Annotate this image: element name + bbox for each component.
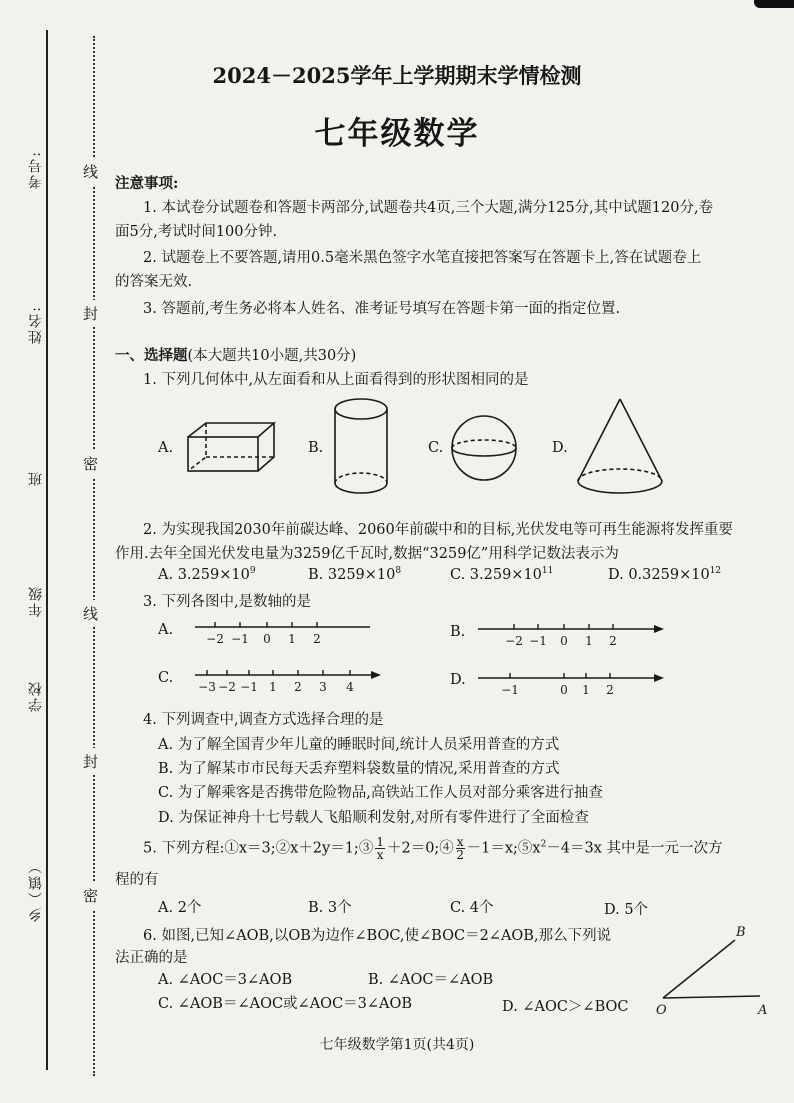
q5-option-a: A. 2个 xyxy=(158,900,202,916)
grade-label: 年级 xyxy=(28,585,44,617)
q2-b-exponent: 8 xyxy=(395,566,402,576)
town-label: 乡（镇） xyxy=(28,858,44,922)
q5-option-b: B. 3个 xyxy=(308,900,352,916)
exam-subtitle: 2024－2025学年上学期期末学情检测 xyxy=(212,63,582,88)
q2-b-mantissa: 3259×10 xyxy=(327,566,396,583)
q2-option-c xyxy=(450,566,553,583)
tick-label: 2 xyxy=(313,632,321,646)
frac-numerator: 1 xyxy=(376,835,384,849)
tick-label: 2 xyxy=(294,680,302,694)
angle-aob-figure xyxy=(650,922,775,1020)
q2-stem: 2. 为实现我国2030年前碳达峰、2060年前碳中和的目标,光伏发电等可再生能源将发挥重要 xyxy=(143,522,733,538)
q2-d-mantissa: 0.3259×10 xyxy=(628,566,710,583)
q6-stem-cont: 法正确的是 xyxy=(115,950,188,966)
number-line-d xyxy=(478,664,668,700)
tick-label: 1 xyxy=(585,634,593,648)
q2-a-label: A. xyxy=(158,566,174,583)
q1-option-c-label: C. xyxy=(428,440,444,456)
name-label: 姓名: xyxy=(28,305,44,344)
number-line-c xyxy=(195,661,385,697)
q2-d-label: D. xyxy=(608,566,624,583)
tick-label: −2 xyxy=(505,634,523,648)
point-label-o: O xyxy=(656,1003,667,1018)
seal-char-seal: 封 xyxy=(83,748,98,775)
school-label: 学校 xyxy=(28,680,44,712)
section-heading xyxy=(115,344,356,365)
q2-c-exponent: 11 xyxy=(541,566,554,576)
class-label: 班 xyxy=(28,470,44,486)
page-footer: 七年级数学第1页(共4页) xyxy=(319,1037,475,1053)
seal-char-seal: 封 xyxy=(83,300,98,327)
q6-stem: 6. 如图,已知∠AOB,以OB为边作∠BOC,使∠BOC＝2∠AOB,那么下列说 xyxy=(143,928,612,944)
q5-stem xyxy=(143,836,723,861)
q2-c-mantissa: 3.259×10 xyxy=(469,566,542,583)
q6-option-a: A. ∠AOC＝3∠AOB xyxy=(158,972,293,988)
point-label-b: B xyxy=(736,925,746,940)
fraction-x-over-2 xyxy=(456,836,465,861)
section-heading-bold: 一、选择题 xyxy=(115,347,188,364)
q3-option-a-label: A. xyxy=(158,622,174,638)
q2-b-label: B. xyxy=(308,566,324,583)
q5-option-d: D. 5个 xyxy=(604,902,649,918)
tick-label: 0 xyxy=(560,634,568,648)
q1-option-a-label: A. xyxy=(158,440,174,456)
q4-option-d: D. 为保证神舟十七号载人飞船顺利发射,对所有零件进行了全面检查 xyxy=(158,810,589,826)
frac-denominator: x xyxy=(376,848,384,862)
q6-option-d: D. ∠AOC＞∠BOC xyxy=(502,999,629,1015)
notice-item1: 1. 本试卷分试题卷和答题卡两部分,试题卷共4页,三个大题,满分125分,其中试题120分,卷 xyxy=(143,200,714,216)
q5-option-c: C. 4个 xyxy=(450,900,494,916)
q5-square: 2 xyxy=(540,839,547,850)
q1-option-d-label: D. xyxy=(552,440,568,456)
tick-label: 1 xyxy=(269,680,277,694)
q3-option-b-label: B. xyxy=(450,624,466,640)
q2-c-label: C. xyxy=(450,566,466,583)
q1-option-b-label: B. xyxy=(308,440,324,456)
tick-label: −3 xyxy=(198,680,216,694)
q2-option-d xyxy=(608,566,721,583)
point-label-a: A xyxy=(758,1003,768,1018)
q5-stem-cont: 程的有 xyxy=(115,872,159,888)
q3-option-c-label: C. xyxy=(158,670,174,686)
q5-mid2: －1＝x;⑤x xyxy=(466,840,541,857)
section-heading-rest: (本大题共10小题,共30分) xyxy=(187,348,357,364)
q1-stem: 1. 下列几何体中,从左面看和从上面看得到的形状图相同的是 xyxy=(143,372,529,388)
scan-blot xyxy=(754,0,794,8)
q2-option-a xyxy=(158,566,256,583)
q2-stem-cont: 作用.去年全国光伏发电量为3259亿千瓦时,数据“3259亿”用科学记数法表示为 xyxy=(115,546,619,562)
tick-label: −1 xyxy=(240,680,258,694)
q3-stem: 3. 下列各图中,是数轴的是 xyxy=(143,594,312,610)
cuboid-figure xyxy=(180,415,280,477)
notice-item3: 3. 答题前,考生务必将本人姓名、准考证号填写在答题卡第一面的指定位置. xyxy=(143,301,621,317)
notice-item2-cont: 的答案无效. xyxy=(115,274,193,290)
tick-label: 1 xyxy=(582,683,590,697)
frac-numerator: x xyxy=(456,835,464,849)
q6-option-b: B. ∠AOC＝∠AOB xyxy=(368,972,494,988)
q4-option-a: A. 为了解全国青少年儿童的睡眠时间,统计人员采用普查的方式 xyxy=(158,737,560,753)
fraction-1-over-x xyxy=(375,836,385,861)
q5-prefix: 5. 下列方程:①x＝3;②x＋2y＝1;③ xyxy=(143,840,374,857)
notice-heading: 注意事项: xyxy=(115,175,179,192)
exam-no-label: 考号: xyxy=(28,150,44,189)
exam-title: 七年级数学 xyxy=(314,116,480,152)
q2-a-exponent: 9 xyxy=(249,566,256,576)
tick-label: −1 xyxy=(529,634,547,648)
cone-figure xyxy=(572,395,670,503)
seal-char-line: 线 xyxy=(83,600,98,627)
q2-a-mantissa: 3.259×10 xyxy=(177,566,250,583)
seal-char-secret: 密 xyxy=(83,882,98,909)
q4-option-c: C. 为了解乘客是否携带危险物品,高铁站工作人员对部分乘客进行抽查 xyxy=(158,785,603,801)
q2-d-exponent: 12 xyxy=(709,566,722,576)
q5-suffix: －4＝3x 其中是一元一次方 xyxy=(546,840,723,857)
tick-label: −1 xyxy=(501,683,519,697)
tick-label: 2 xyxy=(606,683,614,697)
q5-mid1: ＋2＝0;④ xyxy=(386,840,454,857)
number-line-a xyxy=(195,613,375,649)
q3-option-d-label: D. xyxy=(450,672,466,688)
binding-solid-line xyxy=(46,30,48,1070)
tick-label: −2 xyxy=(218,680,236,694)
q4-stem: 4. 下列调查中,调查方式选择合理的是 xyxy=(143,712,384,728)
number-line-b xyxy=(478,615,668,651)
tick-label: 0 xyxy=(560,683,568,697)
seal-char-secret: 密 xyxy=(83,450,98,477)
frac-denominator: 2 xyxy=(456,848,465,862)
tick-label: 3 xyxy=(319,680,327,694)
cylinder-figure xyxy=(328,395,394,499)
tick-label: 1 xyxy=(288,632,296,646)
notice-item1-cont: 面5分,考试时间100分钟. xyxy=(115,224,278,240)
tick-label: 0 xyxy=(263,632,271,646)
seal-char-line: 线 xyxy=(83,158,98,185)
tick-label: −1 xyxy=(231,632,249,646)
binding-dotted-line xyxy=(93,36,95,1076)
q2-option-b xyxy=(308,566,401,583)
q6-option-c: C. ∠AOB＝∠AOC或∠AOC＝3∠AOB xyxy=(158,996,413,1012)
sphere-figure xyxy=(448,412,520,484)
tick-label: 4 xyxy=(346,680,354,694)
notice-item2: 2. 试题卷上不要答题,请用0.5毫米黑色签字水笔直接把答案写在答题卡上,答在试题卷上 xyxy=(143,250,702,266)
q4-option-b: B. 为了解某市市民每天丢弃塑料袋数量的情况,采用普查的方式 xyxy=(158,761,560,777)
tick-label: 2 xyxy=(609,634,617,648)
tick-label: −2 xyxy=(206,632,224,646)
